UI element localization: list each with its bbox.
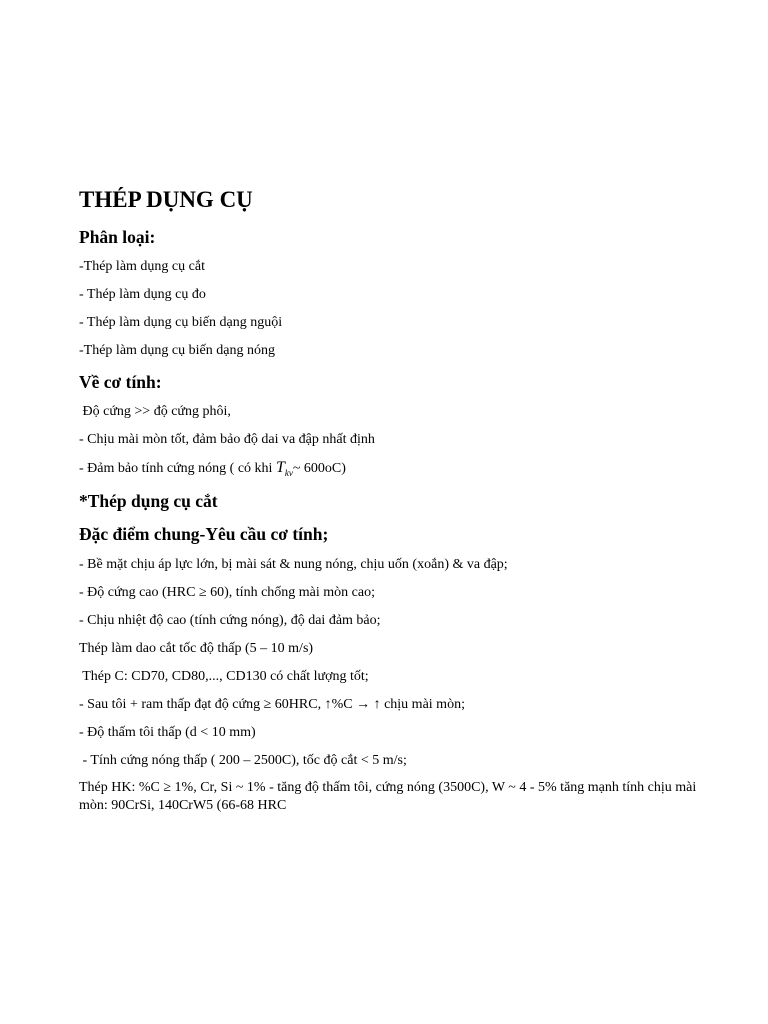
cutting-tool-item: - Chịu nhiệt độ cao (tính cứng nóng), độ dai đảm bảo; [79, 613, 381, 628]
temperature-symbol-letter: T [275, 459, 285, 476]
cutting-tool-item: - Sau tôi + ram thấp đạt độ cứng ≥ 60HRC, ↑%C → ↑ chịu mài mòn; [79, 697, 465, 712]
classification-item: -Thép làm dụng cụ cắt [79, 259, 205, 274]
cutting-tool-item: Thép C: CD70, CD80,..., CD130 có chất lượng tốt; [79, 669, 369, 684]
classification-item: - Thép làm dụng cụ đo [79, 287, 206, 302]
hot-hardness-line [79, 459, 346, 482]
document-title: THÉP DỤNG CỤ [79, 187, 253, 212]
mechanical-item: Độ cứng >> độ cứng phôi, [79, 404, 231, 419]
temperature-symbol [275, 459, 293, 479]
hot-hardness-prefix: - Đảm bảo tính cứng nóng ( có khi [79, 461, 276, 476]
cutting-tool-item: - Tính cứng nóng thấp ( 200 – 2500C), tốc độ cắt < 5 m/s; [79, 753, 407, 768]
mechanical-heading: Về cơ tính: [79, 372, 162, 392]
cutting-tool-subheading: Đặc điểm chung-Yêu cầu cơ tính; [79, 524, 329, 544]
cutting-tool-item: Thép làm dao cắt tốc độ thấp (5 – 10 m/s) [79, 641, 314, 656]
alloy-steel-paragraph: Thép HK: %C ≥ 1%, Cr, Si ~ 1% - tăng độ thấm tôi, cứng nóng (3500C), W ~ 4 - 5% tăng mạnh tính chịu mài mòn: 90CrSi, 140CrW5 (66-68 HRC [79, 780, 697, 813]
cutting-tool-item: - Độ thấm tôi thấp (d < 10 mm) [79, 725, 256, 740]
classification-heading: Phân loại: [79, 227, 156, 247]
hot-hardness-suffix: ~ 600oC) [292, 461, 346, 476]
classification-item: -Thép làm dụng cụ biến dạng nóng [79, 343, 275, 358]
classification-item: - Thép làm dụng cụ biến dạng nguội [79, 315, 283, 330]
cutting-tool-item: - Bề mặt chịu áp lực lớn, bị mài sát & nung nóng, chịu uốn (xoắn) & va đập; [79, 557, 508, 572]
cutting-tool-item: - Độ cứng cao (HRC ≥ 60), tính chống mài mòn cao; [79, 585, 375, 600]
temperature-symbol-subscript: kv [284, 468, 293, 479]
mechanical-item: - Chịu mài mòn tốt, đảm bảo độ dai va đập nhất định [79, 432, 375, 447]
cutting-tool-heading: *Thép dụng cụ cắt [79, 491, 218, 511]
